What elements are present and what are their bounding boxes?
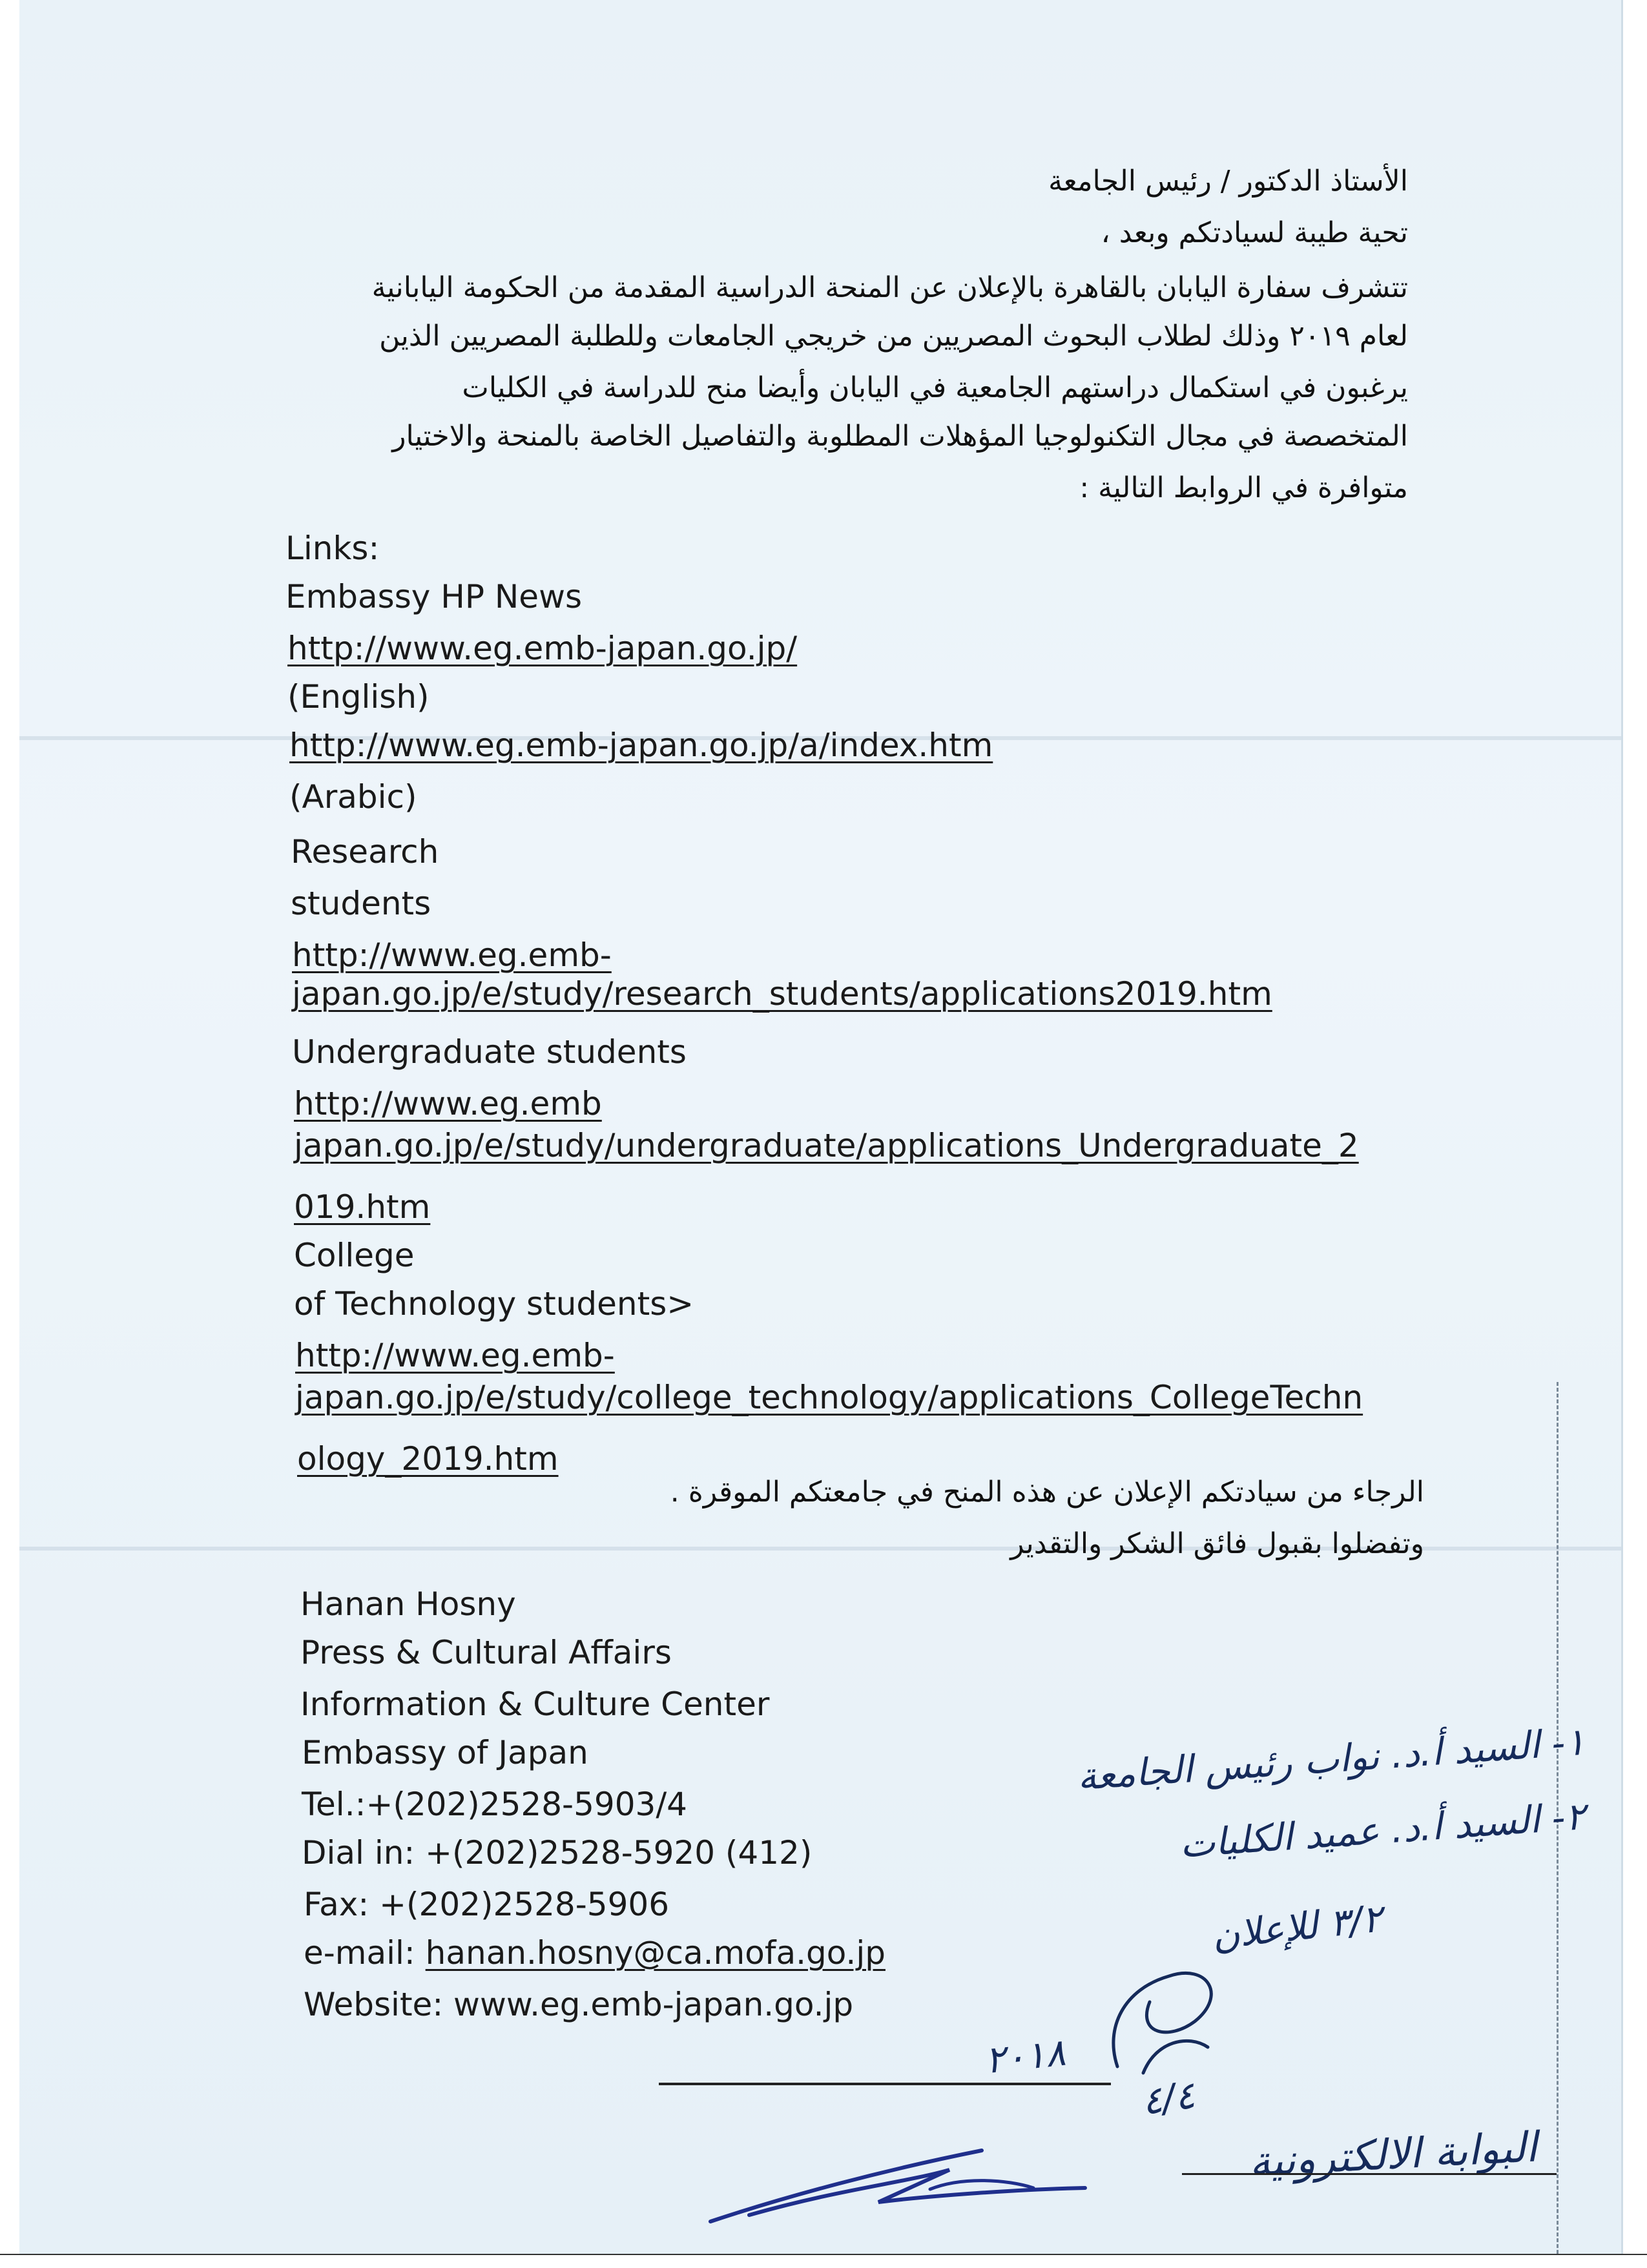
- links-label: students: [291, 885, 431, 922]
- college-tech-link[interactable]: japan.go.jp/e/study/college_technology/applications_CollegeTechn: [295, 1379, 1363, 1416]
- sender-email-row: [304, 1934, 886, 1972]
- page-edge: [0, 2254, 1647, 2268]
- research-link[interactable]: http://www.eg.emb-: [292, 936, 612, 974]
- undergraduate-link[interactable]: http://www.eg.emb: [294, 1085, 602, 1122]
- college-tech-link[interactable]: ology_2019.htm: [297, 1440, 559, 1478]
- handwritten-line-2: ٢- السيد أ.د. عميد الكليات: [1178, 1794, 1587, 1866]
- closing-thanks: وتفضلوا بقبول فائق الشكر والتقدير: [1010, 1527, 1424, 1560]
- body-line: المتخصصة في مجال التكنولوجيا المؤهلات المطلوبة والتفاصيل الخاصة بالمنحة والاختيار: [392, 420, 1408, 453]
- body-line: متوافرة في الروابط التالية :: [1079, 471, 1408, 504]
- sender-website: Website: www.eg.emb-japan.go.jp: [304, 1986, 854, 2023]
- embassy-link[interactable]: http://www.eg.emb-japan.go.jp/: [287, 630, 798, 667]
- links-label: Undergraduate students: [292, 1033, 687, 1071]
- signature-underline: [659, 2083, 1111, 2085]
- body-line: يرغبون في استكمال دراستهم الجامعية في اليابان وأيضا منح للدراسة في الكليات: [462, 371, 1408, 404]
- links-label: College: [294, 1237, 415, 1274]
- research-link[interactable]: japan.go.jp/e/study/research_students/applications2019.htm: [292, 975, 1272, 1013]
- undergraduate-link[interactable]: japan.go.jp/e/study/undergraduate/applications_Undergraduate_2: [294, 1127, 1359, 1164]
- links-label: Embassy HP News: [285, 578, 583, 615]
- links-label: Research: [291, 833, 439, 871]
- sender-dial: Dial in: +(202)2528-5920 (412): [302, 1834, 813, 1871]
- initials-scribble: [1098, 1912, 1253, 2079]
- sender-tel: Tel.:+(202)2528-5903/4: [302, 1786, 687, 1823]
- links-heading: Links:: [285, 530, 380, 567]
- undergraduate-link[interactable]: 019.htm: [294, 1188, 431, 1226]
- sender-name: Hanan Hosny: [300, 1585, 516, 1623]
- signature-scribble: [672, 2099, 1150, 2234]
- handwritten-date-2: ٤/٤: [1139, 2072, 1198, 2124]
- college-tech-link[interactable]: http://www.eg.emb-: [295, 1337, 615, 1374]
- email-link[interactable]: hanan.hosny@ca.mofa.go.jp: [425, 1934, 886, 1972]
- handwritten-portal: البوابة الالكترونية: [1248, 2123, 1538, 2187]
- links-label: (Arabic): [289, 778, 417, 816]
- links-label: (English): [287, 678, 430, 716]
- sender-department: Press & Cultural Affairs: [300, 1634, 672, 1671]
- sender-center: Information & Culture Center: [300, 1686, 770, 1723]
- greeting: تحية طيبة لسيادتكم وبعد ،: [1101, 216, 1408, 249]
- arabic-site-link[interactable]: http://www.eg.emb-japan.go.jp/a/index.htm: [289, 727, 993, 764]
- body-line: لعام ٢٠١٩ وذلك لطلاب البحوث المصريين من خريجي الجامعات وللطلبة المصريين الذين: [379, 320, 1408, 353]
- sender-fax: Fax: +(202)2528-5906: [304, 1886, 670, 1923]
- handwritten-date: ٢٠١٨: [983, 2030, 1068, 2083]
- handwritten-line-1: ١- السيد أ.د. نواب رئيس الجامعة: [1075, 1719, 1587, 1799]
- closing-request: الرجاء من سيادتكم الإعلان عن هذه المنح في جامعتكم الموقرة .: [670, 1476, 1424, 1509]
- body-line: تتشرف سفارة اليابان بالقاهرة بالإعلان عن المنحة الدراسية المقدمة من الحكومة اليابانية: [371, 271, 1408, 304]
- links-label: of Technology students>: [294, 1285, 694, 1323]
- salutation: الأستاذ الدكتور / رئيس الجامعة: [1048, 165, 1408, 198]
- sender-organization: Embassy of Japan: [302, 1734, 588, 1771]
- handwritten-line-3: ٣/٢ للإعلان: [1209, 1896, 1384, 1958]
- portal-underline: [1182, 2173, 1557, 2175]
- email-label: e-mail:: [304, 1934, 426, 1972]
